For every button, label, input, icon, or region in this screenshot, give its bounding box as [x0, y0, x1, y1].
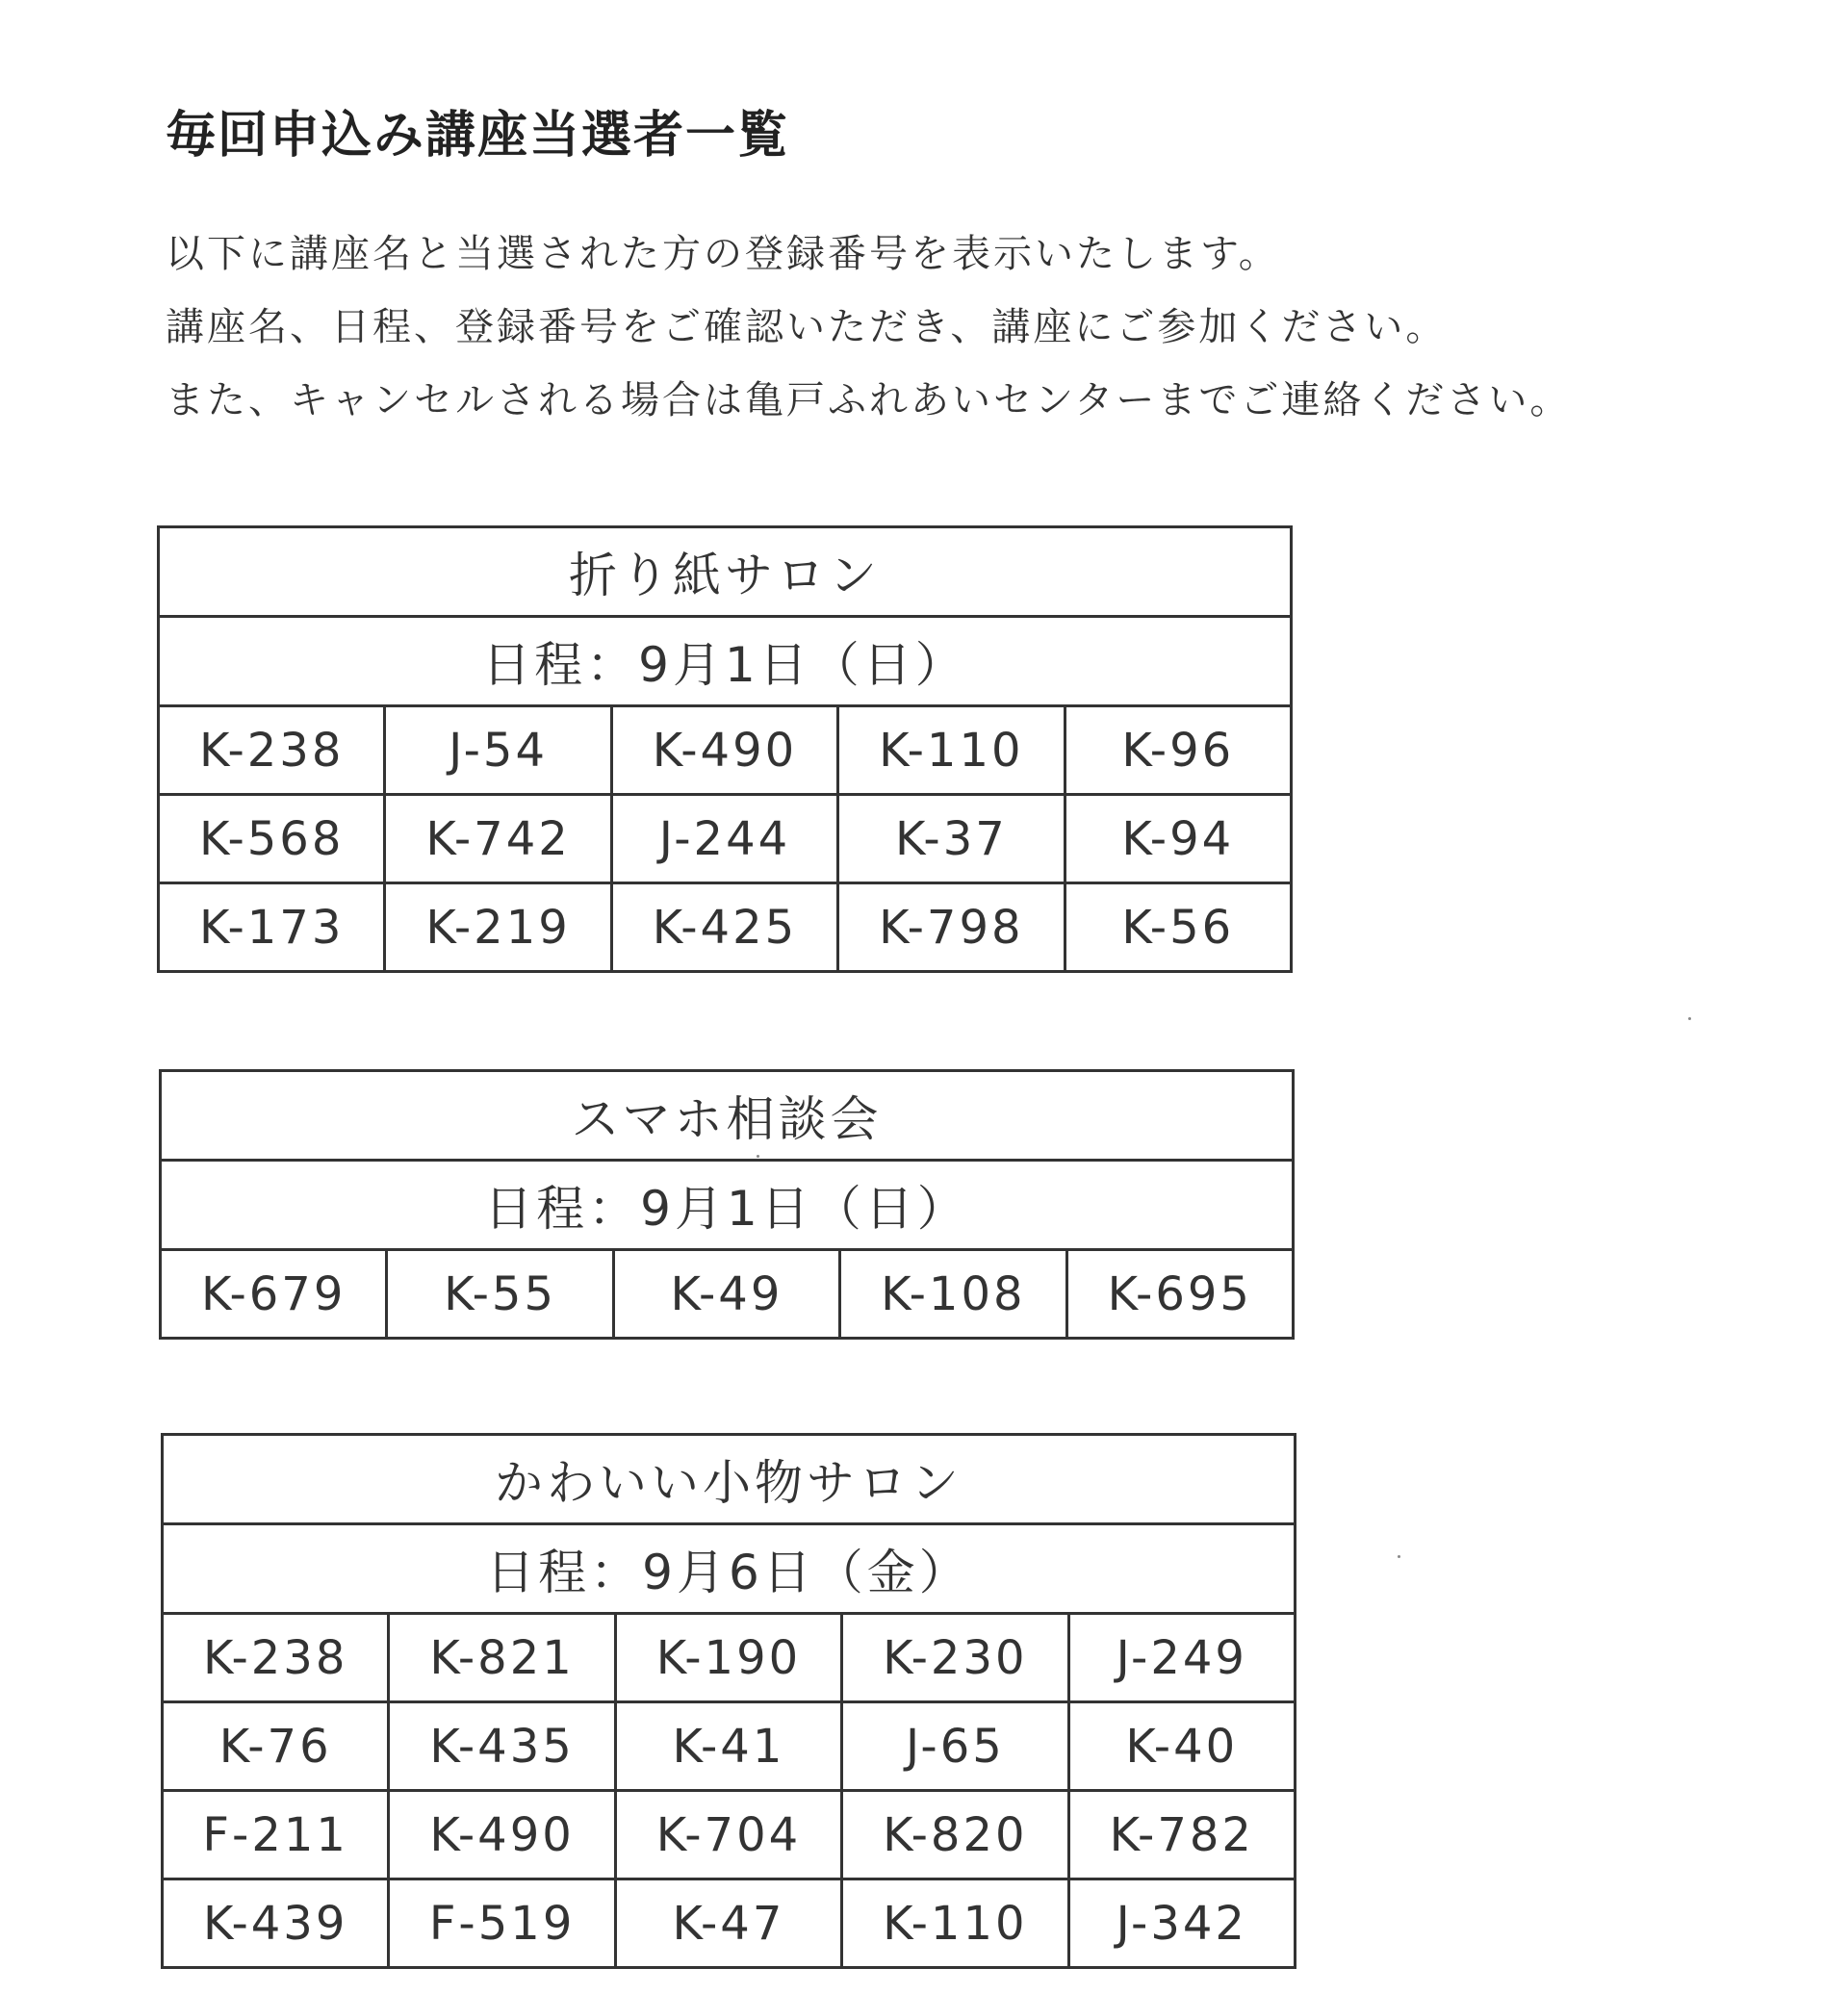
registration-number: K-679 [161, 1250, 387, 1339]
table-row [163, 1702, 1296, 1791]
registration-number: K-742 [385, 795, 611, 883]
registration-number: K-173 [159, 883, 385, 972]
intro-line: また、キャンセルされる場合は亀戸ふれあいセンターまでご連絡ください。 [166, 378, 1572, 422]
course-date-row [163, 1524, 1296, 1614]
course-name: 折り紙サロン [159, 527, 1292, 617]
registration-number: K-821 [389, 1614, 615, 1702]
registration-number: F-519 [389, 1879, 615, 1968]
table-row [159, 883, 1292, 972]
registration-number: K-782 [1068, 1791, 1295, 1879]
intro-line: 講座名、日程、登録番号をご確認いただき、講座にご参加ください。 [166, 305, 1448, 349]
registration-number: K-490 [389, 1791, 615, 1879]
registration-number: K-820 [842, 1791, 1068, 1879]
course-date-row [159, 617, 1292, 706]
registration-number: K-110 [842, 1879, 1068, 1968]
scan-speck [1398, 1555, 1400, 1558]
course-table-origami [157, 525, 1293, 973]
registration-number: J-244 [611, 795, 837, 883]
registration-number: K-47 [615, 1879, 841, 1968]
registration-number: K-110 [838, 706, 1065, 795]
registration-number: K-96 [1065, 706, 1291, 795]
registration-number: K-108 [840, 1250, 1066, 1339]
registration-number: K-55 [387, 1250, 613, 1339]
registration-number: K-230 [842, 1614, 1068, 1702]
registration-number: K-40 [1068, 1702, 1295, 1791]
registration-number: J-65 [842, 1702, 1068, 1791]
page-title: 毎回申込み講座当選者一覧 [166, 107, 790, 165]
course-date: 日程：9月6日（金） [163, 1524, 1296, 1614]
registration-number: K-76 [163, 1702, 389, 1791]
table-row [163, 1614, 1296, 1702]
course-name: スマホ相談会 [161, 1071, 1294, 1161]
registration-number: K-37 [838, 795, 1065, 883]
table-row [159, 706, 1292, 795]
registration-number: J-342 [1068, 1879, 1295, 1968]
registration-number: K-695 [1066, 1250, 1293, 1339]
table-row [159, 795, 1292, 883]
registration-number: K-238 [159, 706, 385, 795]
registration-number: K-425 [611, 883, 837, 972]
course-title-row [159, 527, 1292, 617]
intro-line: 以下に講座名と当選された方の登録番号を表示いたします。 [166, 232, 1280, 276]
table-row [163, 1879, 1296, 1968]
registration-number: K-798 [838, 883, 1065, 972]
course-date-row [161, 1161, 1294, 1250]
registration-number: K-435 [389, 1702, 615, 1791]
registration-number: K-56 [1065, 883, 1291, 972]
registration-number: K-704 [615, 1791, 841, 1879]
registration-number: F-211 [163, 1791, 389, 1879]
registration-number: K-94 [1065, 795, 1291, 883]
registration-number: K-439 [163, 1879, 389, 1968]
registration-number: K-41 [615, 1702, 841, 1791]
registration-number: K-49 [613, 1250, 839, 1339]
intro-text [166, 217, 1802, 437]
registration-number: K-190 [615, 1614, 841, 1702]
course-date: 日程：9月1日（日） [161, 1161, 1294, 1250]
registration-number: K-490 [611, 706, 837, 795]
course-date: 日程：9月1日（日） [159, 617, 1292, 706]
table-row [163, 1791, 1296, 1879]
course-table-smartphone [159, 1069, 1295, 1340]
scan-speck [1688, 1017, 1691, 1020]
course-title-row [161, 1071, 1294, 1161]
course-table-komono [161, 1433, 1296, 1969]
course-name: かわいい小物サロン [163, 1435, 1296, 1524]
registration-number: J-54 [385, 706, 611, 795]
registration-number: J-249 [1068, 1614, 1295, 1702]
registration-number: K-219 [385, 883, 611, 972]
table-row [161, 1250, 1294, 1339]
registration-number: K-238 [163, 1614, 389, 1702]
registration-number: K-568 [159, 795, 385, 883]
scan-speck [757, 1155, 759, 1158]
course-title-row [163, 1435, 1296, 1524]
